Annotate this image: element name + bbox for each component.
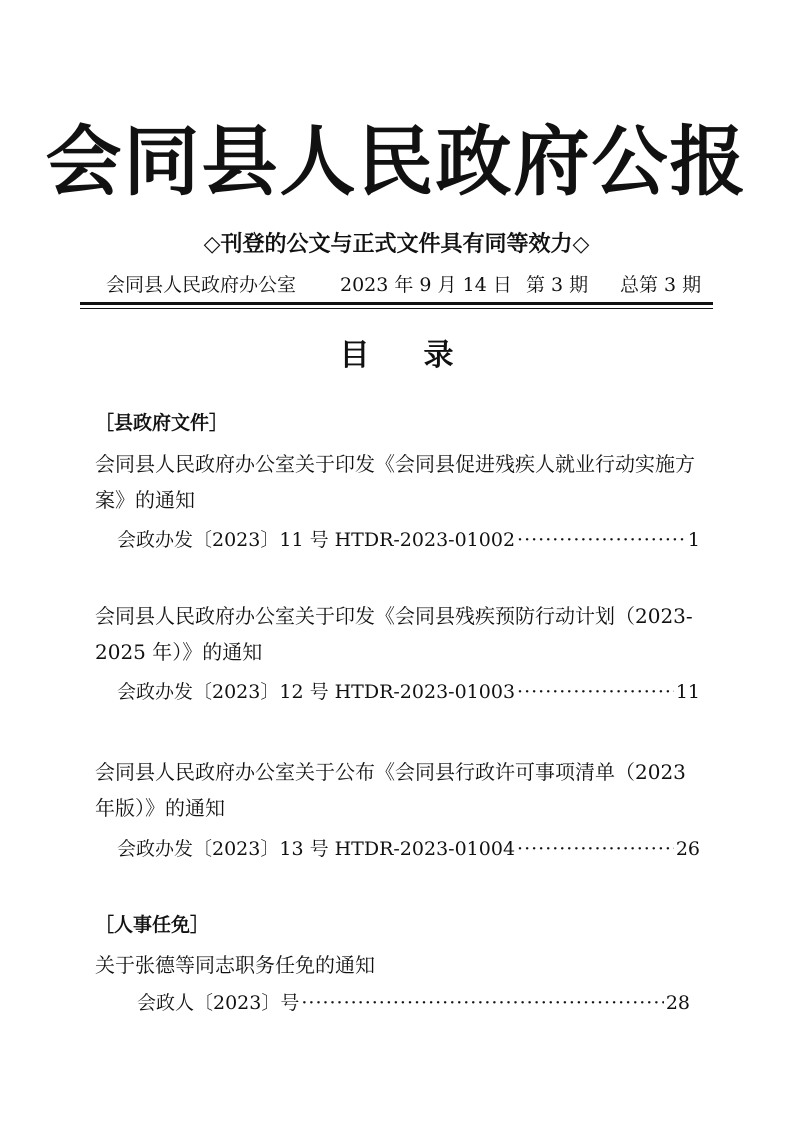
leader-dots (517, 677, 674, 707)
page-number: 1 (687, 529, 700, 551)
slogan: ◇刊登的公文与正式文件具有同等效力◇ (203, 232, 590, 257)
toc-entry-title[interactable]: 关于张德等同志职务任免的通知 (95, 953, 375, 977)
toc-entry-line[interactable] (117, 525, 700, 555)
leader-dots (517, 834, 674, 864)
header-rule-thin (80, 308, 713, 309)
header-rule-thick (80, 302, 713, 305)
document-number: 会政人〔2023〕号 (137, 992, 300, 1014)
leader-dots (301, 988, 663, 1018)
page-number: 11 (675, 681, 700, 703)
issue-date: 2023 年 9 月 14 日 (340, 274, 512, 296)
toc-entry-line[interactable] (137, 988, 690, 1018)
toc-entry-title[interactable]: 会同县人民政府办公室关于公布《会同县行政许可事项清单（2023 年版）》的通知 (95, 760, 686, 820)
leader-dots (517, 525, 686, 555)
issue-number: 第 3 期 (526, 274, 589, 296)
toc-title: 目录 (339, 338, 508, 373)
toc-entry-title[interactable]: 会同县人民政府办公室关于印发《会同县残疾预防行动计划（2023-2025 年）》的通知 (95, 604, 693, 664)
document-number: 会政办发〔2023〕11 号 HTDR-2023-01002 (117, 529, 516, 551)
section-heading-county-documents: ［县政府文件］ (95, 412, 229, 434)
toc-entry-title[interactable]: 会同县人民政府办公室关于印发《会同县促进残疾人就业行动实施方案》的通知 (95, 452, 695, 512)
issue-info-line (80, 270, 713, 300)
section-heading-personnel: ［人事任免］ (95, 914, 210, 936)
page-number: 26 (675, 838, 700, 860)
bulletin-masthead: 会同县人民政府公报 (45, 117, 748, 206)
document-number: 会政办发〔2023〕12 号 HTDR-2023-01003 (117, 681, 516, 703)
toc-entry-line[interactable] (117, 834, 700, 864)
document-number: 会政办发〔2023〕13 号 HTDR-2023-01004 (117, 838, 516, 860)
page-number: 28 (665, 992, 690, 1014)
total-issue-number: 总第 3 期 (620, 274, 702, 296)
toc-entry-line[interactable] (117, 677, 700, 707)
issuer: 会同县人民政府办公室 (106, 274, 297, 296)
